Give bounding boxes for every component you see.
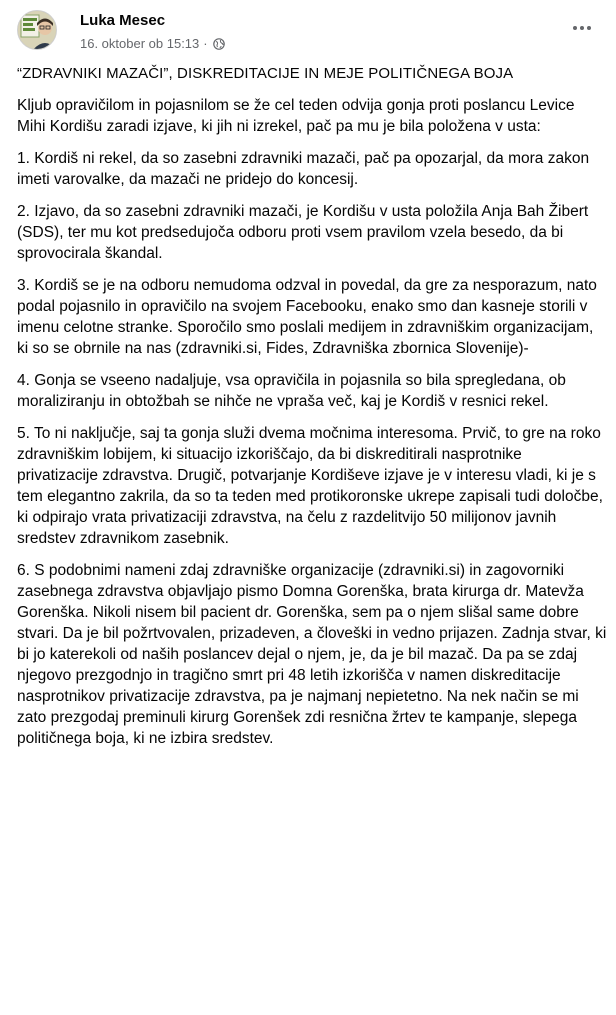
post-paragraph: 3. Kordiš se je na odboru nemudoma odzval in povedal, da gre za nesporazum, nato podal pojasnilo in opravičilo na svojem Facebooku, enako smo dan kasneje storili v imenu celotne stranke. Sporočilo smo poslali medijem in zdravniškim organizacijam, ki so se obrnile na nas (zdravniki.si, Fides, Zdravniška zbornica Slovenije)- — [17, 277, 597, 357]
more-options-icon[interactable] — [566, 18, 598, 38]
post-paragraph: 2. Izjavo, da so zasebni zdravniki mazači, je Kordišu v usta položila Anja Bah Žibert (SDS), ter mu kot predsedujoča odboru proti vsem pravilom vzela besedo, da bi sprovocirala škandal. — [17, 203, 589, 262]
post-paragraph: Kljub opravičilom in pojasnilom se že cel teden odvija gonja proti poslancu Levice Mihi Kordišu zaradi izjave, ki jih ni izrekel, pač pa mu je bila položena v usta: — [17, 97, 575, 135]
post-paragraph: 5. To ni naključje, saj ta gonja služi dvema močnima interesoma. Prvič, to gre na roko zdravniškim lobijem, ki situacijo izkoriščajo, da bi diskreditirali nasprotnike privatizacije zdravstva. Drugič, potvarjanje Kordiševe izjave je v interesu vladi, ki je s tem elegantno zakrila, da so ta teden med protikoronske ukrepe zapisali tudi določbe, ki odpirajo vrata privatizaciji zdravstva, na čelu z razdelitvijo 50 milijonov javnih sredstev zdravnikom zasebnik. — [17, 425, 603, 547]
post-body — [17, 63, 607, 760]
meta-separator: · — [203, 36, 208, 51]
post-meta — [80, 36, 225, 51]
post-paragraph: 1. Kordiš ni rekel, da so zasebni zdravniki mazači, pač pa opozarjal, da mora zakon imeti varovalke, da mazači ne pridejo do koncesij. — [17, 150, 590, 188]
avatar[interactable] — [17, 10, 57, 50]
post-paragraph: 6. S podobnimi nameni zdaj zdravniške organizacije (zdravniki.si) in zagovorniki zasebnega zdravstva objavljajo pismo Domna Gorenška, brata kirurga dr. Matevža Gorenška. Nikoli nisem bil pacient dr. Gorenška, sem pa o njem slišal same dobre stvari. Da je bil požrtvovalen, prizadeven, a človeški in vedno prijazen. Zadnja stvar, ki bi jo katerekoli od naših poslancev dejal o njem, je, da je bil mazač. Da pa se zdaj njegovo prezgodnjo in tragično smrt pri 48 letih izkorišča v namen diskreditacije nasprotnikov privatizacije zdravstva, pa je najmanj nepietetno. Na nek način se mi zato prezgodaj preminuli kirurg Gorenšek zdi resnična žrtev te kampanje, slepega političnega boja, ki ne izbira sredstev. — [17, 562, 607, 747]
avatar-photo — [18, 11, 57, 50]
post-timestamp[interactable]: 16. oktober ob 15:13 — [80, 36, 200, 51]
author-name[interactable]: Luka Mesec — [80, 12, 166, 29]
globe-icon[interactable] — [213, 38, 225, 50]
post-paragraph: 4. Gonja se vseeno nadaljuje, vsa opravičila in pojasnila so bila spregledana, ob moraliziranju in obtožbah se nihče ne vpraša več, kaj je Kordiš v resnici rekel. — [17, 372, 566, 410]
post-title: “ZDRAVNIKI MAZAČI”, DISKREDITACIJE IN MEJE POLITIČNEGA BOJA — [17, 65, 514, 82]
post-header — [17, 8, 602, 56]
